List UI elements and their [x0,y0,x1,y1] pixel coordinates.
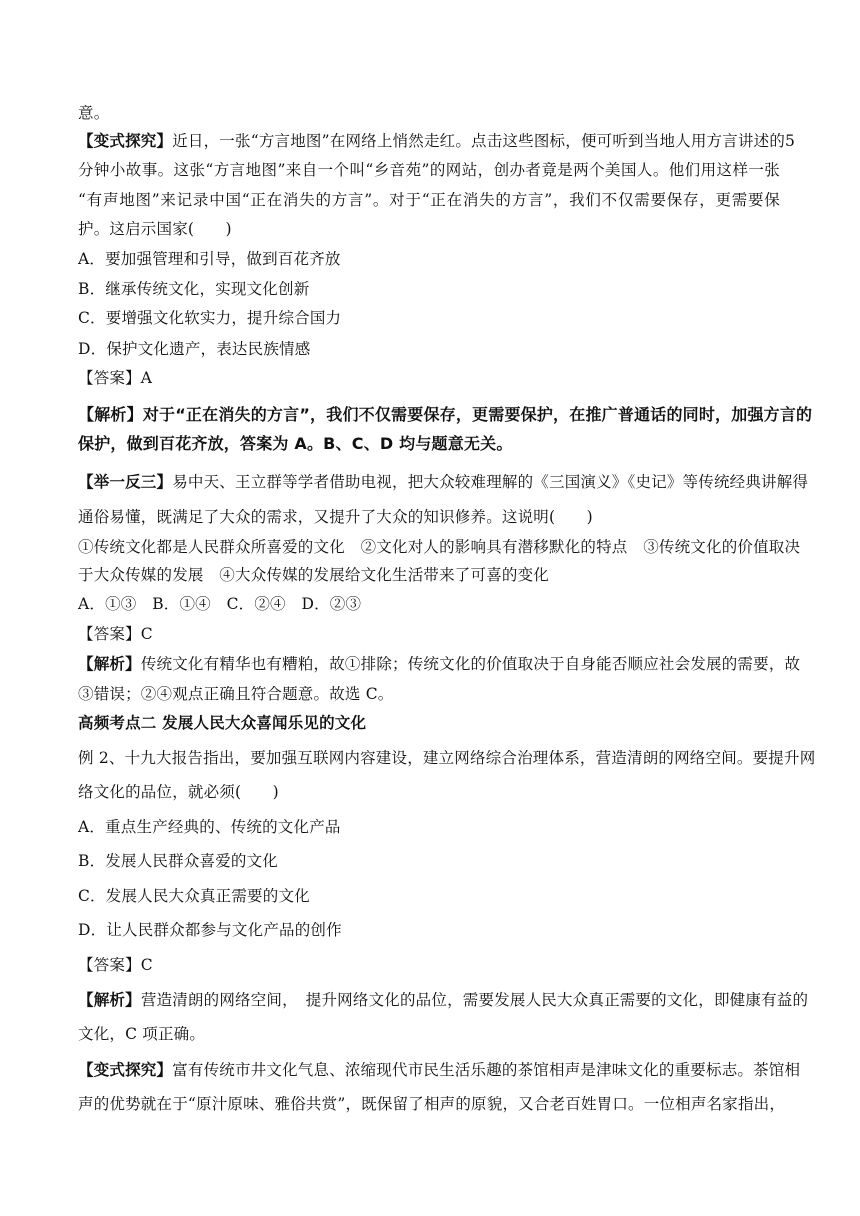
example-question-line: 【举一反三】易中天、王立群等学者借助电视，把大众较难理解的《三国演义》《史记》等传统经典讲解得 [78,472,809,491]
option-a: A．要加强管理和引导，做到百花齐放 [78,250,341,268]
text-line: ③错误；②④观点正确且符合题意。故选 C。 [78,685,394,703]
variant-question-line: 【变式探究】富有传统市井文化气息、浓缩现代市民生活乐趣的茶馆相声是津味文化的重要标志。茶馆相 [78,1060,801,1079]
options-line: A．①③ B．①④ C．②④ D．②③ [78,595,362,613]
analysis-line: 【解析】营造清朗的网络空间， 提升网络文化的品位，需要发展人民大众真正需要的文化，即健康有益的 [78,990,809,1009]
text-line: ①传统文化都是人民群众所喜爱的文化 ②文化对人的影响具有潜移默化的特点 ③传统文化的价值取决 [78,538,801,556]
example-question-line: 例 2、十九大报告指出，要加强互联网内容建设，建立网络综合治理体系，营造清朗的网络空间。要提升网 [78,749,816,767]
text-line: “有声地图”来记录中国“正在消失的方言”。对于“正在消失的方言”，我们不仅需要保存，更需要保 [78,191,780,209]
section-tag: 【解析】 [78,990,141,1009]
option-a: A．重点生产经典的、传统的文化产品 [78,818,341,836]
section-tag: 【举一反三】 [78,472,173,491]
section-tag: 【解析】 [78,654,141,673]
text-line: 护。这启示国家( ) [78,220,232,238]
answer-line: 【答案】A [78,369,153,387]
section-heading: 高频考点二 发展人民大众喜闻乐见的文化 [78,713,367,732]
option-b: B．发展人民群众喜爱的文化 [78,852,278,870]
analysis-line: 【解析】对于“正在消失的方言”，我们不仅需要保存，更需要保护，在推广普通话的同时，加强方言的 [78,405,813,424]
option-d: D．让人民群众都参与文化产品的创作 [78,921,342,939]
option-c: C．发展人民大众真正需要的文化 [78,887,310,905]
text-line: 文化，C 项正确。 [78,1025,206,1043]
text-line: 于大众传媒的发展 ④大众传媒的发展给文化生活带来了可喜的变化 [78,566,550,584]
text-line: 络文化的品位，就必须( ) [78,783,279,801]
option-b: B．继承传统文化，实现文化创新 [78,280,310,298]
text-line: 分钟小故事。这张“方言地图”来自一个叫“乡音苑”的网站，创办者竟是两个美国人。他们用这样一张 [78,161,780,179]
option-c: C．要增强文化软实力，提升综合国力 [78,309,342,327]
section-tag: 【变式探究】 [78,131,173,150]
answer-line: 【答案】C [78,956,153,974]
analysis-line: 【解析】传统文化有精华也有糟粕，故①排除；传统文化的价值取决于自身能否顺应社会发展的需要，故 [78,654,801,673]
text-line: 通俗易懂，既满足了大众的需求，又提升了大众的知识修养。这说明( ) [78,508,593,526]
analysis-line: 保护，做到百花齐放，答案为 A。B、C、D 均与题意无关。 [78,434,513,453]
option-d: D．保护文化遗产，表达民族情感 [78,340,311,358]
variant-question-line: 【变式探究】近日，一张“方言地图”在网络上悄然走红。点击这些图标，便可听到当地人用方言讲述的5 [78,131,796,150]
text-line: 声的优势就在于“原汁原味、雅俗共赏”，既保留了相声的原貌，又合老百姓胃口。一位相声名家指出， [78,1095,786,1113]
text-line: 意。 [78,104,110,122]
answer-line: 【答案】C [78,625,153,643]
section-tag: 【解析】 [78,405,143,424]
section-tag: 【变式探究】 [78,1060,173,1079]
